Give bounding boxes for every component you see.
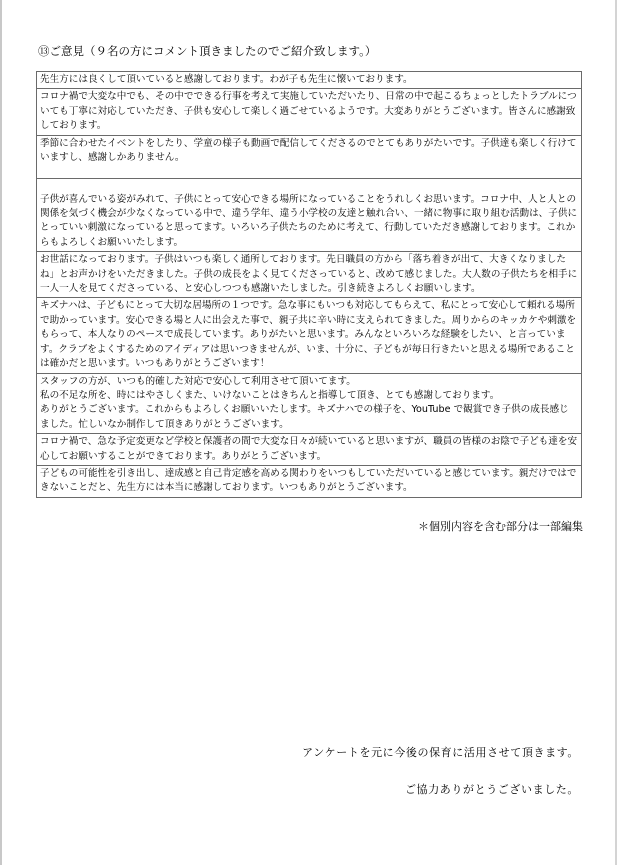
- table-row: [37, 465, 582, 497]
- table-row: [37, 298, 582, 373]
- closing-line-2: ご協力ありがとうございました。: [405, 783, 579, 796]
- comments-table: [36, 71, 582, 498]
- table-row: [37, 373, 582, 434]
- table-row: [37, 135, 582, 178]
- comment-cell: コロナ禍で、急な予定変更など学校と保護者の間で大変な日々が続いていると思いますが、職員の皆様のお陰で子ども達を安心してお願いすることができております。ありがとうございます。: [37, 434, 582, 466]
- page-edge-left: [0, 0, 2, 865]
- closing-line-1: アンケートを元に今後の保育に活用させて頂きます。: [302, 746, 579, 759]
- comment-cell: キズナハは、子どもにとって大切な居場所の１つです。急な事にもいつも対応してもらえて、私にとって安心して頼れる場所で助かっています。安心できる場と人に出会えた事で、親子共に辛い時に支えられてきました。周りからのキッカケや刺激をもらって、本人なりのペースで成長しています。ありがたいと思います。みんなといろいろな経験をしたい、と言っています。クラブをよくするためのアイディアは思いつきませんが、いま、十分に、子どもが毎日行きたいと思える場所であることは確かだと思います。いつもありがとうございます！: [37, 298, 582, 373]
- comment-cell: コロナ禍で大変な中でも、その中でできる行事を考えて実施していただいたり、日常の中で起こるちょっとしたトラブルについても丁寧に対応していただき、子供も安心して楽しく過ごせているようです。大変ありがとうございます。皆さんに感謝致しております。: [37, 89, 582, 135]
- table-row: [37, 178, 582, 252]
- table-row: [37, 252, 582, 298]
- comment-cell: 子どもの可能性を引き出し、達成感と自己肯定感を高める関わりをいつもしていただいていると感じています。親だけではできないことだと、先生方には本当に感謝しております。いつもありがとうございます。: [37, 465, 582, 497]
- comment-cell: 先生方には良くして頂いていると感謝しております。わが子も先生に懐いております。: [37, 72, 582, 89]
- comment-cell: 季節に合わせたイベントをしたり、学童の様子も動画で配信してくださるのでとてもありがたいです。子供達も楽しく行けていますし、感謝しかありません。: [37, 135, 582, 178]
- comment-cell: 子供が喜んでいる姿がみれて、子供にとって安心できる場所になっていることをうれしくお思います。コロナ中、人と人との関係を気づく機会が少なくなっている中で、違う学年、違う小学校の友達と触れ合い、一緒に物事に取り組む活動は、子供にとっていい刺激になっていると思ってます。いろいろ子供たちのために考えて、行動していただき感謝しております。これからもよろしくお願いいたします。: [37, 178, 582, 252]
- section-heading: ⑬ご意見（９名の方にコメント頂きましたのでご紹介致します。）: [38, 44, 377, 58]
- editing-note: ＊個別内容を含む部分は一部編集: [418, 520, 583, 533]
- table-row: [37, 72, 582, 89]
- table-row: [37, 89, 582, 135]
- comment-cell: スタッフの方が、いつも的確した対応で安心して利用させて頂いてます。 私の不足な所を、時にはやさしくまた、いけないことはきちんと指導して頂き、とても感謝しております。 ありがとうございます。これからもよろしくお願いいたします。キズナハでの様子を、YouTube で観賞でき子供の成長感じました。忙しいなか制作して頂きありがとうございます。: [37, 373, 582, 434]
- table-row: [37, 434, 582, 466]
- comment-cell: お世話になっております。子供はいつも楽しく通所しております。先日職員の方から「落ち着きが出て、大きくなりましたね」とお声かけをいただきました。子供の成長をよく見てくださっていると、改めて感じました。大人数の子供たちを相手に一人一人を見てくださっている、と安心しつつも感謝いたしました。引き続きよろしくお願いします。: [37, 252, 582, 298]
